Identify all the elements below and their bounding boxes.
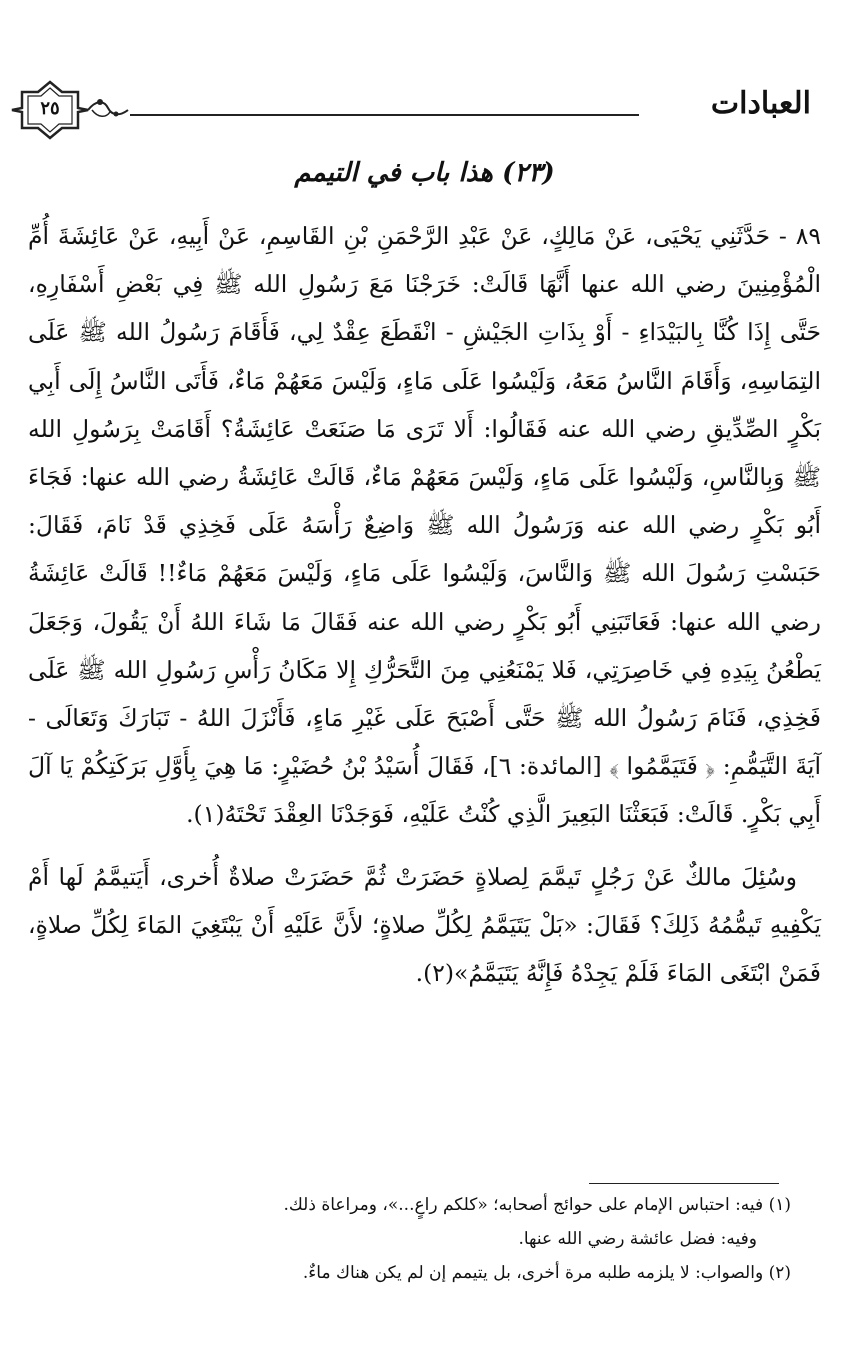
footnotes [31,1188,791,1290]
running-title: العبادات [710,86,811,121]
page-number-ornament [4,78,132,142]
footnote-2: (٢) والصواب: لا يلزمه طلبه مرة أخرى، بل يتيمم إن لم يكن هناك ماءٌ. [302,1263,791,1283]
chapter-title: (٢٣) هذا باب في التيمم [294,158,555,188]
hadith-text: حَدَّثَنِي يَحْيَى، عَنْ مَالِكٍ، عَنْ عَبْدِ الرَّحْمَنِ بْنِ القَاسِمِ، عَنْ أَبِيهِ، عَنْ عَائِشَةَ أُمِّ الْمُؤْمِنِينَ رضي الله عنها أَنَّهَا قَالَتْ: خَرَجْنَا مَعَ رَسُولِ الله ﷺ فِي بَعْضِ أَسْفَارِهِ، حَتَّى إِذَا كُنَّا بِالبَيْدَاءِ - أَوْ بِذَاتِ الجَيْشِ - انْقَطَعَ عِقْدٌ لِي، فَأَقَامَ رَسُولُ الله ﷺ عَلَى التِمَاسِهِ، وَأَقَامَ النَّاسُ مَعَهُ، وَلَيْسُوا عَلَى مَاءٍ، وَلَيْسَ مَعَهُمْ مَاءٌ، فَأَتَى النَّاسُ إِلَى أَبِي بَكْرٍ الصِّدِّيقِ رضي الله عنه فَقَالُوا: أَلا تَرَى مَا صَنَعَتْ عَائِشَةُ؟ أَقَامَتْ بِرَسُولِ الله ﷺ وَبِالنَّاسِ، وَلَيْسُوا عَلَى مَاءٍ، وَلَيْسَ مَعَهُمْ مَاءٌ، قَالَتْ عَائِشَةُ رضي الله عنها: فَجَاءَ أَبُو بَكْرٍ رضي الله عنه وَرَسُولُ الله ﷺ وَاضِعٌ رَأْسَهُ عَلَى فَخِذِي قَدْ نَامَ، فَقَالَ: حَبَسْتِ رَسُولَ الله ﷺ وَالنَّاسَ، وَلَيْسُوا عَلَى مَاءٍ، وَلَيْسَ مَعَهُمْ مَاءٌ!! قَالَتْ عَائِشَةُ رضي الله عنها: فَعَاتَبَنِي أَبُو بَكْرٍ رضي الله عنه فَقَالَ مَا شَاءَ اللهُ أَنْ يَقُولَ، وَجَعَلَ يَطْعُنُ بِيَدِهِ فِي خَاصِرَتِي، فَلا يَمْنَعُنِي مِنَ التَّحَرُّكِ إِلا مَكَانُ رَأْسِ رَسُولِ الله ﷺ عَلَى فَخِذِي، فَنَامَ رَسُولُ الله ﷺ حَتَّى أَصْبَحَ عَلَى غَيْرِ مَاءٍ، فَأَنْزَلَ اللهُ - تَبَارَكَ وَتَعَالَى - آيَةَ التَّيَمُّمِ: ﴿ فَتَيَمَّمُوا ﴾ [المائدة: ٦]، فَقَالَ أُسَيْدُ بْنُ حُضَيْرٍ: مَا هِيَ بِأَوَّلِ بَرَكَتِكُمْ يَا آلَ أَبِي بَكْرٍ. قَالَتْ: فَبَعَثْنَا البَعِيرَ الَّذِي كُنْتُ عَلَيْهِ، فَوَجَدْنَا العِقْدَ تَحْتَهُ(١). [28,222,821,829]
page-header [0,78,849,142]
footnote-divider [589,1183,779,1184]
hadith-number: ٨٩ - [778,222,821,250]
hadith-paragraph [28,212,821,839]
main-text [28,212,821,997]
header-rule [130,114,639,116]
page-number: ٢٥ [40,98,60,119]
fiqh-paragraph: وسُئِلَ مالكٌ عَنْ رَجُلٍ تَيمَّمَ لِصلاةٍ حَضَرَتْ ثُمَّ حَضَرَتْ صلاةٌ أُخرى، أَيَتيمَّمُ لَها أَمْ يَكْفِيهِ تَيمُّمُهُ ذَلِكَ؟ فَقَالَ: «بَلْ يَتَيَمَّمُ لِكُلِّ صلاةٍ؛ لأَنَّ عَلَيْهِ أَنْ يَبْتَغِيَ المَاءَ لِكُلِّ صلاةٍ، فَمَنْ ابْتَغَى المَاءَ فَلَمْ يَجِدْهُ فَإِنَّهُ يَتَيَمَّمُ»(٢). [28,862,821,988]
footnote-1: (١) فيه: احتباس الإمام على حوائج أصحابه؛ «كلكم راعٍ...»، ومراعاة ذلك. [283,1195,791,1215]
footnote-1-continued: وفيه: فضل عائشة رضي الله عنها. [518,1229,757,1249]
